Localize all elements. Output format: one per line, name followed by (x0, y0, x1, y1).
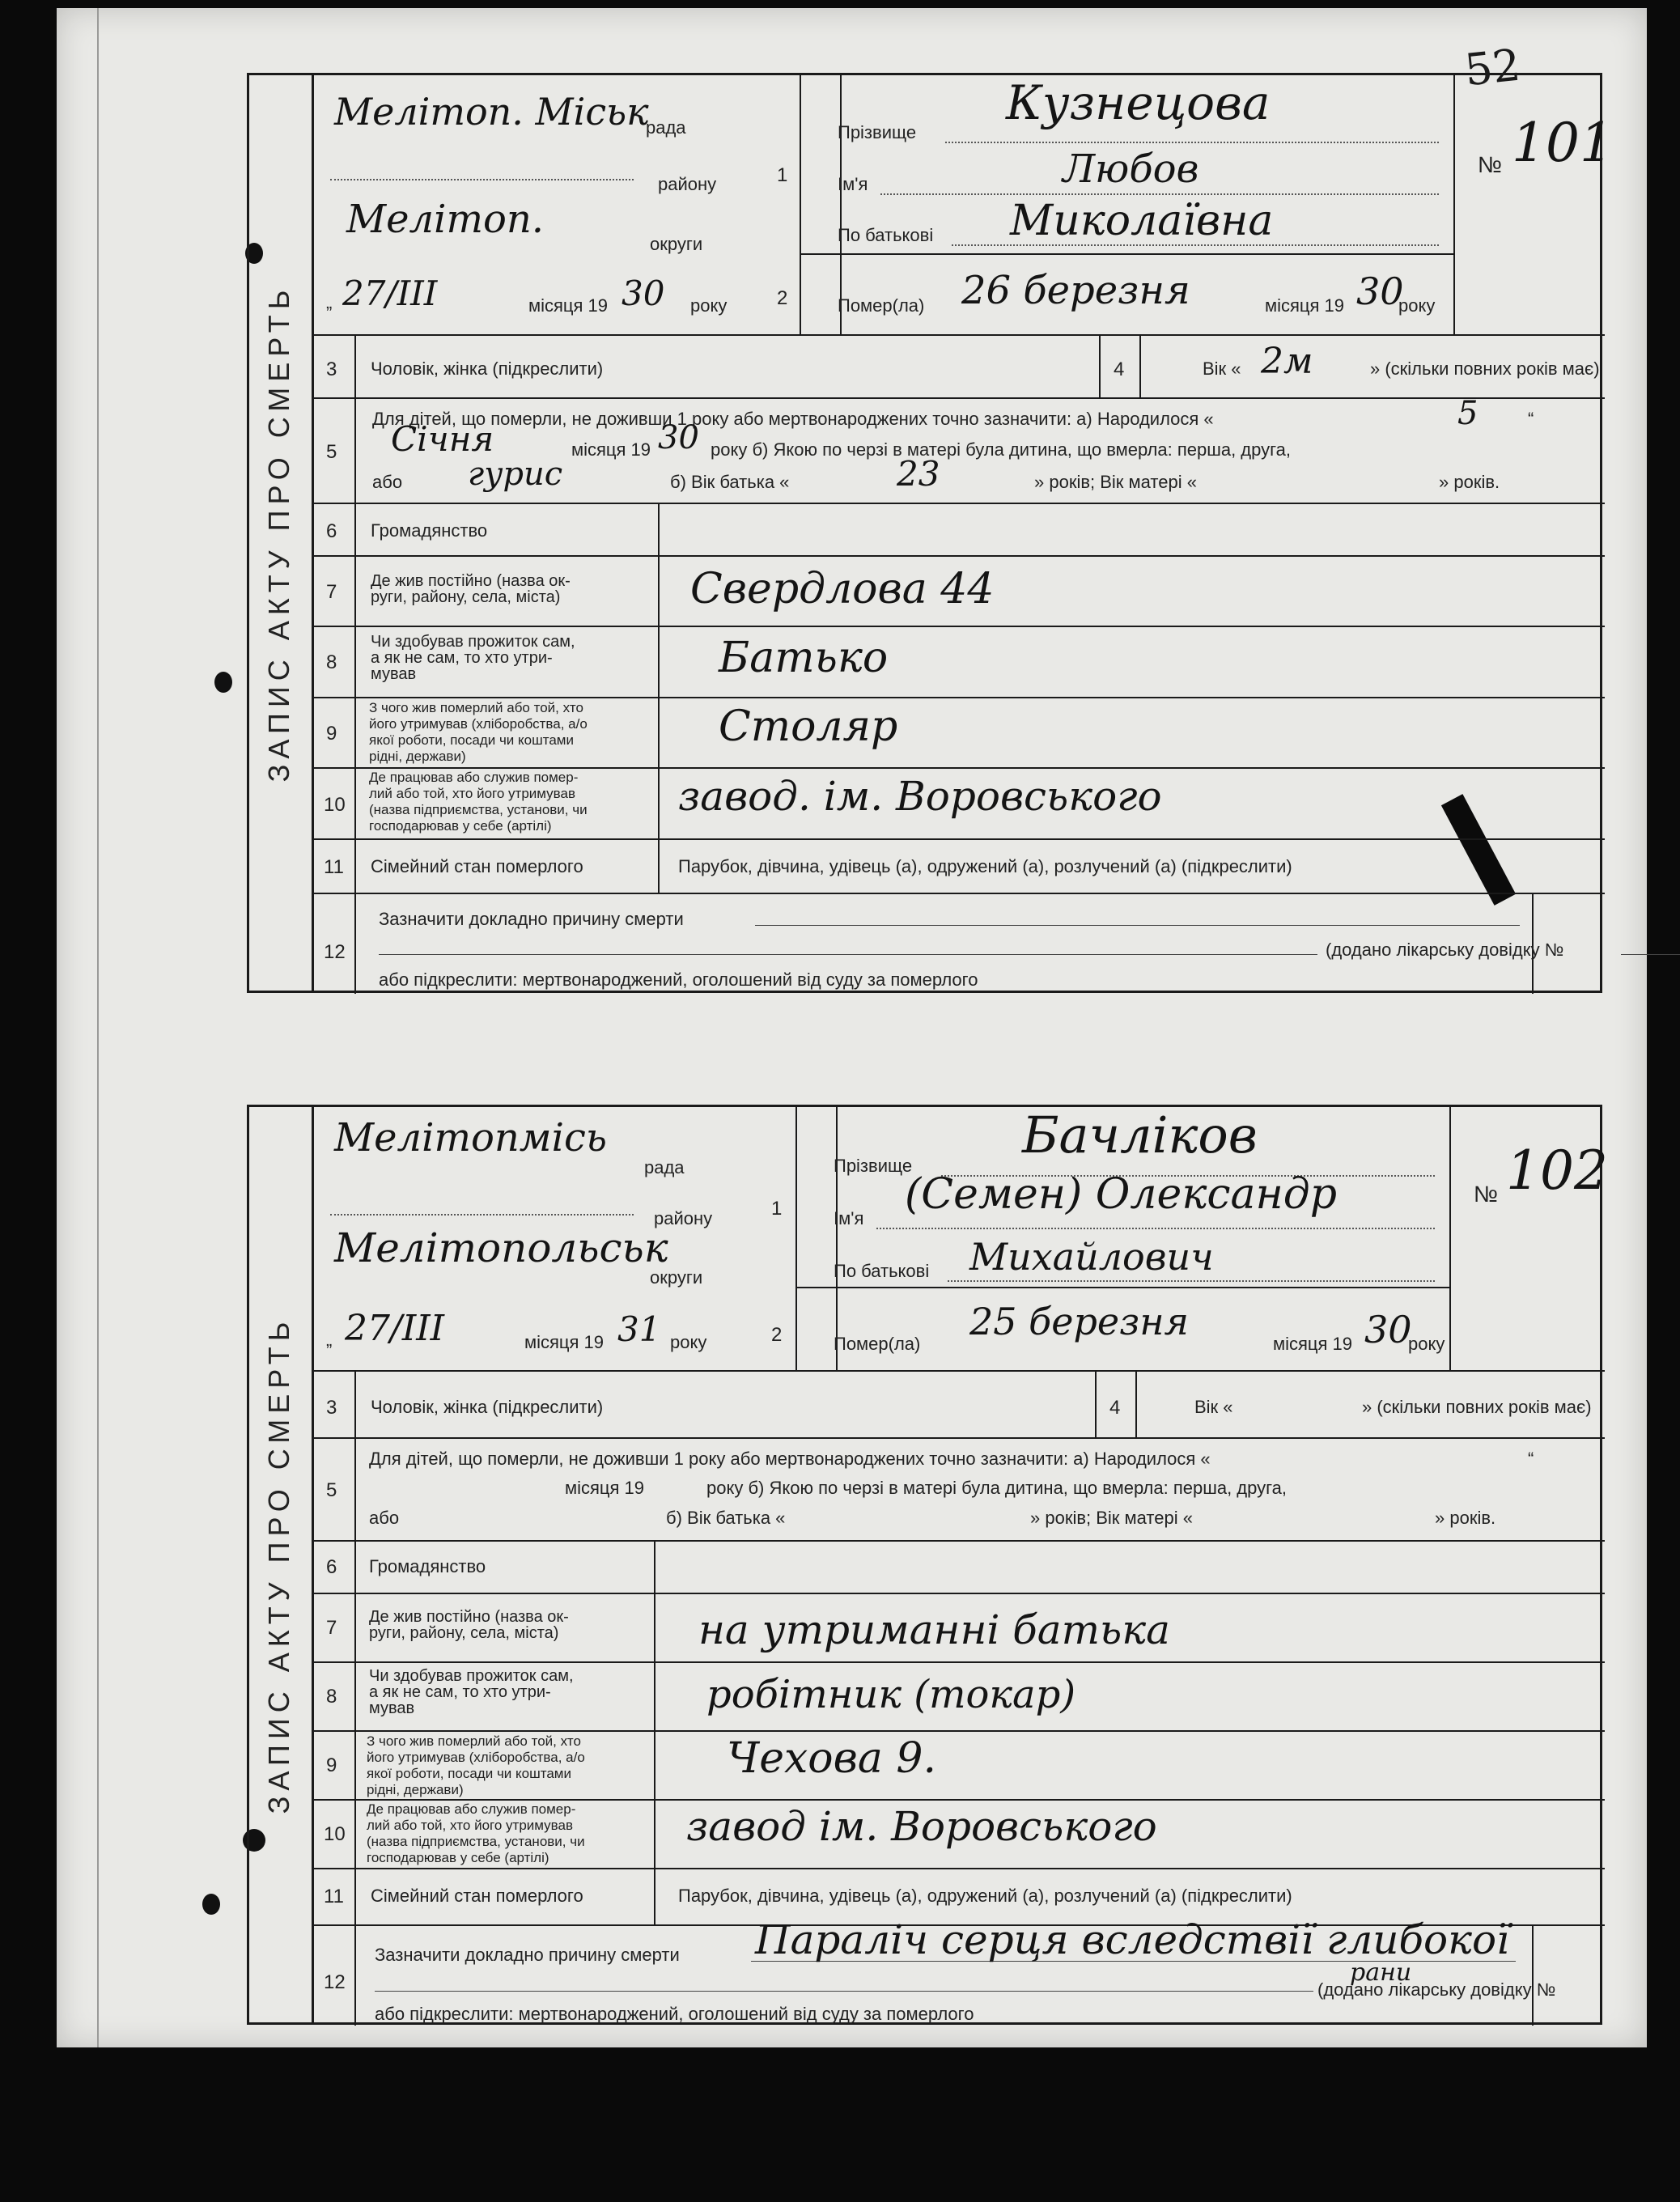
citizenship-label: Громадянство (369, 1556, 486, 1576)
okrug-value: Мелітоп. (346, 197, 545, 242)
row-number: 3 (326, 1397, 337, 1419)
sex-label: Чоловік, жінка (підкреслити) (371, 359, 604, 379)
row-number: 11 (324, 1886, 344, 1907)
reg-day-value: 27/III (342, 274, 438, 313)
death-label: Помер(ла) (834, 1334, 921, 1354)
infant-month-label: місяця 19 (565, 1478, 645, 1498)
name-label: Ім'я (838, 174, 868, 194)
death-year-value: 30 (1364, 1308, 1412, 1351)
occupation-label: З чого жив померлий або той, хто його утримував (хліборобства, а/о якої роботи, посади чи коштами рідні, держави) (367, 1733, 585, 1797)
citizenship-label: Громадянство (371, 520, 488, 541)
side-panel (244, 75, 314, 991)
row-number: 2 (771, 1324, 783, 1346)
infant-line-2: року б) Якою по черзі в матері була дитина, що вмерла: перша, друга, (711, 439, 1292, 460)
surname-value: Бачліков (1022, 1105, 1258, 1165)
reg-year-value: 30 (622, 274, 665, 313)
raion-label: району (654, 1208, 713, 1228)
occupation-value: Столяр (719, 702, 898, 751)
row-number: 6 (326, 1556, 337, 1578)
age-label: Вік « (1203, 359, 1241, 379)
workplace-label: Де працював або служив помер- лий або той, хто його утримував (назва підприємства, установи, чи господарював у себе (артілі) (367, 1801, 585, 1865)
occupation-value: Чехова 9. (727, 1734, 937, 1783)
father-age-label: б) Вік батька « (666, 1508, 786, 1528)
patronymic-label: По батькові (838, 225, 934, 245)
record-number: 101 (1512, 112, 1614, 174)
row-number: 5 (326, 1479, 337, 1501)
occupation-label: З чого жив померлий або той, хто його утримував (хліборобства, а/о якої роботи, посади чи коштами рідні, держави) (369, 700, 588, 764)
name-value: (Семен) Олександр (905, 1170, 1337, 1219)
patronymic-label: По батькові (834, 1261, 930, 1281)
row-number: 12 (324, 941, 346, 963)
row-number: 3 (326, 359, 337, 380)
marital-label: Сімейний стан померлого (371, 856, 583, 876)
row-number: 8 (326, 1686, 337, 1708)
row-number: 4 (1114, 359, 1125, 380)
certificate-label: (додано лікарську довідку № (1326, 940, 1564, 960)
side-panel (244, 1107, 314, 2022)
reg-year-label: року (690, 295, 728, 316)
row-number: 7 (326, 581, 337, 603)
reg-month-label: місяця 19 (524, 1332, 605, 1352)
death-year-label: року (1398, 295, 1436, 316)
cause-label: Зазначити докладно причину смерти (375, 1945, 680, 1965)
cause-value: Параліч серця вследствії глибокої (755, 1916, 1510, 1963)
death-year-label: року (1408, 1334, 1445, 1354)
residence-value: на утриманні батька (698, 1606, 1170, 1653)
death-record-2: ЗАПИС АКТУ ПРО СМЕРТЬ Мелітопмісь рада району Мелітопольськ округи „ 27/III місяця 19 31 року 1 2 Прізвище Бачліков Ім'я (Семен) Олександр По батькові Михайлович Помер(ла) 25 березня місяця 19 30 року № 102 3 Чоловік, жінка (підкреслити) 4 Вік « » (скільки повних років має) 5 Для дітей, що померли, не доживши 1 року або мертвонароджених точно зазначити: а) Народилося « “ місяця 19 року б) Якою по черзі в матері була дитина, що вмерла: перша, друга, або б) Вік батька « » років; Вік матері « » років. 6 Громадянство 7 Де жив постійно (назва ок- руги, району, села, міста) на утриманні батька 8 Чи здобував прожиток сам, а як не сам, то хто утри- мував робітник (токар) 9 З чого жив померлий або той, хто його утримував (хліборобства, а/о якої роботи, посади чи коштами рідні, держави) Чехова 9. 10 Де працював або служив помер- лий або той, хто його утримував (назва підприємства, установи, чи господарював у себе (артілі) завод ім. Воровського 11 Сімейний стан померлого Парубок, дівчина, удівець (а), одружений (а), розлучений (а) (підкреслити) 12 Зазначити докладно причину смерти Параліч серця вследствії глибокої рани (додано лікарську довідку № або підкреслити: мертвонароджений, оголошений від суду за померлого (247, 1105, 1602, 2025)
sex-label: Чоловік, жінка (підкреслити) (371, 1397, 604, 1417)
infant-line-1: Для дітей, що померли, не доживши 1 року або мертвонароджених точно зазначити: а) Народилося « (369, 1449, 1211, 1469)
row-number: 10 (324, 794, 346, 816)
rada-value: Мелітопмісь (334, 1115, 607, 1160)
cause-label: Зазначити докладно причину смерти (379, 909, 684, 929)
record-number: 102 (1506, 1139, 1608, 1202)
name-label: Ім'я (834, 1208, 864, 1228)
death-month-label: місяця 19 (1273, 1334, 1353, 1354)
raion-label: району (658, 174, 717, 194)
residence-label: Де жив постійно (назва ок- руги, району, села, міста) (371, 572, 571, 606)
reg-year-value: 31 (617, 1309, 661, 1349)
father-age-label: б) Вік батька « (670, 472, 790, 492)
row-number: 6 (326, 520, 337, 542)
page-number: 52 (1462, 39, 1523, 96)
side-title: ЗАПИС АКТУ ПРО СМЕРТЬ (262, 284, 295, 782)
years-label: » років. (1439, 472, 1500, 492)
rada-value: Мелітоп. Міськ (334, 90, 649, 134)
row-number: 10 (324, 1823, 346, 1845)
reg-day-value: 27/III (345, 1308, 444, 1349)
stillborn-label: або підкреслити: мертвонароджений, оголошений від суду за померлого (379, 969, 978, 990)
support-label: Чи здобував прожиток сам, а як не сам, то хто утри- мував (371, 633, 575, 683)
surname-label: Прізвище (834, 1156, 913, 1176)
row-number: 5 (326, 441, 337, 463)
surname-label: Прізвище (838, 122, 917, 142)
infant-line-2: року б) Якою по черзі в матері була дитина, що вмерла: перша, друга, (706, 1478, 1288, 1498)
age-label: Вік « (1194, 1397, 1233, 1417)
row-number: 4 (1109, 1397, 1121, 1419)
reg-year-label: року (670, 1332, 707, 1352)
death-month-label: місяця 19 (1265, 295, 1345, 316)
name-value: Любов (1063, 146, 1199, 192)
infant-or-label: або (369, 1508, 400, 1528)
infant-line-1: Для дітей, що померли, не доживши 1 року або мертвонароджених точно зазначити: а) Народилося « (372, 409, 1214, 429)
cause-note: рани (1350, 1958, 1412, 1987)
infant-month-label: місяця 19 (571, 439, 651, 460)
death-day-value: 26 березня (961, 268, 1190, 313)
no-label: № (1474, 1182, 1499, 1207)
workplace-label: Де працював або служив помер- лий або той, хто його утримував (назва підприємства, установи, чи господарював у себе (артілі) (369, 770, 588, 834)
age-value: 2м (1261, 341, 1313, 382)
row-number: 1 (771, 1198, 783, 1220)
support-label: Чи здобував прожиток сам, а як не сам, то хто утри- мував (369, 1667, 574, 1717)
patronymic-value: Миколаївна (1010, 197, 1274, 245)
born-day-value: 5 (1457, 395, 1478, 432)
okrug-value: Мелітопольськ (334, 1224, 668, 1271)
row-number: 9 (326, 723, 337, 745)
father-age-value: 23 (897, 454, 940, 494)
alt-month-value: гурис (468, 456, 563, 493)
stillborn-label: або підкреслити: мертвонароджений, оголошений від суду за померлого (375, 2004, 974, 2024)
reg-month-label: місяця 19 (528, 295, 609, 316)
residence-value: Свердлова 44 (690, 565, 995, 613)
years-label: » років. (1435, 1508, 1496, 1528)
surname-value: Кузнецова (1006, 75, 1271, 130)
age-tail: » (скільки повних років має) (1370, 359, 1600, 379)
row-number: 8 (326, 651, 337, 673)
row-number: 7 (326, 1617, 337, 1639)
rada-label: рада (646, 117, 686, 138)
punch-hole (214, 672, 232, 693)
rada-label: рада (644, 1157, 685, 1177)
row-number: 12 (324, 1971, 346, 1993)
patronymic-value: Михайлович (969, 1235, 1214, 1279)
marital-options: Парубок, дівчина, удівець (а), одружений (а), розлучений (а) (підкреслити) (678, 1886, 1292, 1906)
side-title: ЗАПИС АКТУ ПРО СМЕРТЬ (262, 1316, 295, 1814)
mother-age-label: » років; Вік матері « (1034, 472, 1197, 492)
mother-age-label: » років; Вік матері « (1030, 1508, 1193, 1528)
born-month-value: Січня (391, 419, 494, 459)
okrug-label: округи (650, 234, 703, 254)
margin-line (97, 8, 99, 2047)
okrug-label: округи (650, 1267, 703, 1288)
workplace-value: завод. ім. Воровського (678, 773, 1162, 820)
born-year-value: 30 (658, 419, 699, 456)
support-value: Батько (719, 634, 889, 682)
no-label: № (1478, 152, 1503, 177)
death-label: Помер(ла) (838, 295, 925, 316)
death-year-value: 30 (1356, 269, 1404, 313)
marital-options: Парубок, дівчина, удівець (а), одружений (а), розлучений (а) (підкреслити) (678, 856, 1292, 876)
death-day-value: 25 березня (969, 1300, 1189, 1343)
residence-label: Де жив постійно (назва ок- руги, району, села, міста) (369, 1608, 569, 1642)
certificate-label: (додано лікарську довідку № (1317, 1979, 1556, 2000)
row-number: 9 (326, 1754, 337, 1776)
row-number: 2 (777, 287, 788, 309)
support-value: робітник (токар) (706, 1672, 1076, 1717)
age-tail: » (скільки повних років має) (1362, 1397, 1592, 1417)
workplace-value: завод ім. Воровського (686, 1803, 1157, 1850)
marital-label: Сімейний стан померлого (371, 1886, 583, 1906)
row-number: 11 (324, 856, 344, 878)
punch-hole (202, 1894, 220, 1915)
death-record-1: ЗАПИС АКТУ ПРО СМЕРТЬ Мелітоп. Міськ рада району Мелітоп. округи „ 27/III місяця 19 30 року 1 2 Прізвище Кузнецова Ім'я Любов По батькові Миколаївна Помер(ла) 26 березня місяця 19 30 року № 101 3 Чоловік, жінка (підкреслити) 4 Вік « 2м » (скільки повних років має) 5 Для дітей, що померли, не доживши 1 року або мертвонароджених точно зазначити: а) Народилося « 5 “ Січня місяця 19 30 року б) Якою по черзі в матері була дитина, що вмерла: перша, друга, або гурис б) Вік батька « 23 » років; Вік матері « » років. 6 Громадянство 7 Де жив постійно (назва ок- руги, району, села, міста) Свердлова 44 8 Чи здобував прожиток сам, а як не сам, то хто утри- мував Батько 9 З чого жив померлий або той, хто його утримував (хліборобства, а/о якої роботи, посади чи коштами рідні, держави) Столяр 10 Де працював або служив помер- лий або той, хто його утримував (назва підприємства, установи, чи господарював у себе (артілі) завод. ім. Воровського 11 Сімейний стан померлого Парубок, дівчина, удівець (а), одружений (а), розлучений (а) (підкреслити) 12 Зазначити докладно причину смерти (додано лікарську довідку № або підкреслити: мертвонароджений, оголошений від суду за померлого (247, 73, 1602, 993)
infant-or-label: або (372, 472, 403, 492)
row-number: 1 (777, 164, 788, 186)
